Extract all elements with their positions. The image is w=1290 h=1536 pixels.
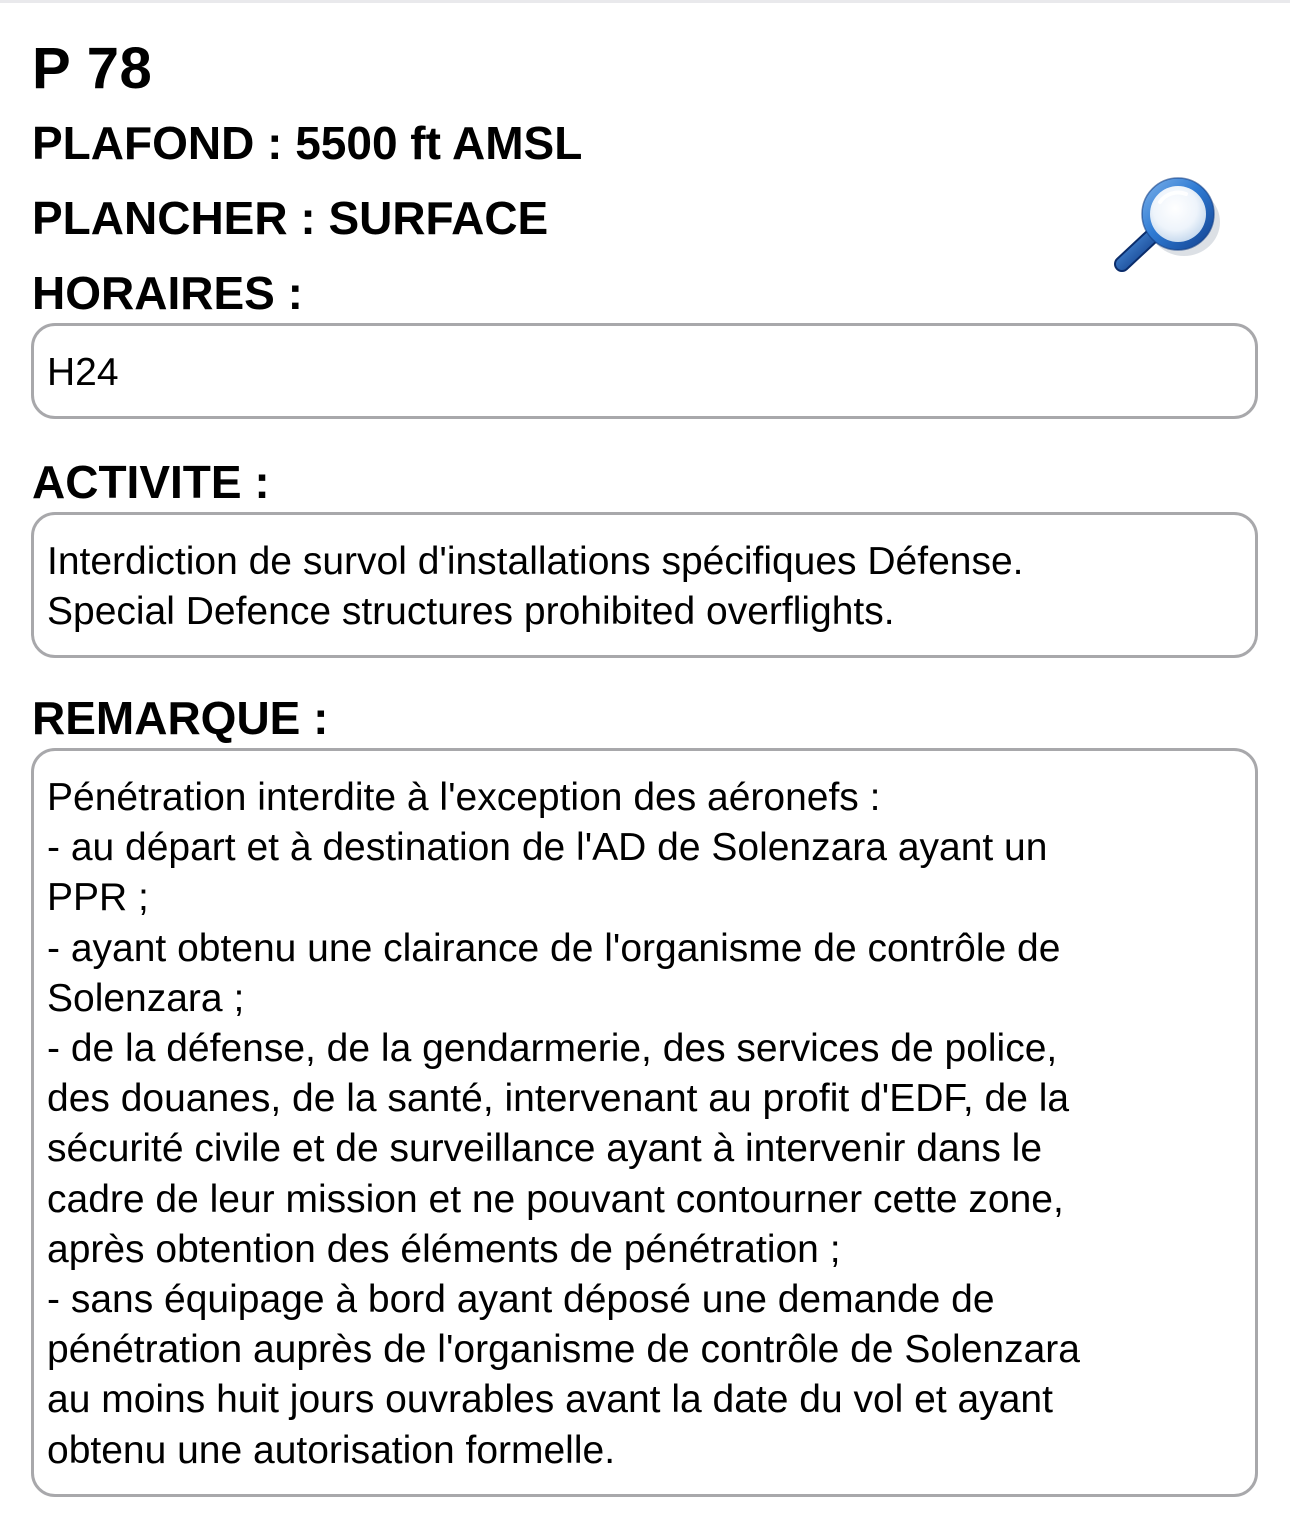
activity-text-box [31,512,1258,658]
remark-text-line: obtenu une autorisation formelle. [47,1428,616,1472]
activity-heading: ACTIVITE : [32,456,270,508]
remark-text-line: pénétration auprès de l'organisme de contrôle de Solenzara [47,1328,1080,1372]
remark-text-line: des douanes, de la santé, intervenant au profit d'EDF, de la [47,1077,1070,1121]
hours-heading: HORAIRES : [32,267,303,319]
remark-text-line: Solenzara ; [47,976,245,1020]
remark-text-line: PPR ; [47,876,149,920]
activity-text-line: Special Defence structures prohibited overflights. [47,590,895,634]
magnifier-icon[interactable] [1110,166,1230,272]
remark-text-line: après obtention des éléments de pénétration ; [47,1227,841,1271]
top-separator [0,0,1290,3]
remark-text-line: - de la défense, de la gendarmerie, des services de police, [47,1027,1058,1071]
remark-text-line: sécurité civile et de surveillance ayant à intervenir dans le [47,1127,1043,1171]
ceiling-label: PLAFOND : 5500 ft AMSL [32,117,583,169]
remark-text-line: cadre de leur mission et ne pouvant contourner cette zone, [47,1177,1064,1221]
remark-text-line: au moins huit jours ouvrables avant la date du vol et ayant [47,1378,1053,1422]
activity-text-line: Interdiction de survol d'installations spécifiques Défense. [47,540,1024,583]
hours-text-box [31,323,1258,419]
hours-text: H24 [47,351,119,394]
remark-text-line: - sans équipage à bord ayant déposé une demande de [47,1278,995,1322]
zone-title: P 78 [32,36,153,101]
floor-label: PLANCHER : SURFACE [32,192,549,244]
remark-text-line: - au départ et à destination de l'AD de Solenzara ayant un [47,826,1048,870]
remark-text-line: Pénétration interdite à l'exception des aéronefs : [47,776,881,819]
remark-text-box [31,748,1258,1497]
remark-text-line: - ayant obtenu une clairance de l'organisme de contrôle de [47,926,1061,970]
remark-heading: REMARQUE : [32,692,329,744]
